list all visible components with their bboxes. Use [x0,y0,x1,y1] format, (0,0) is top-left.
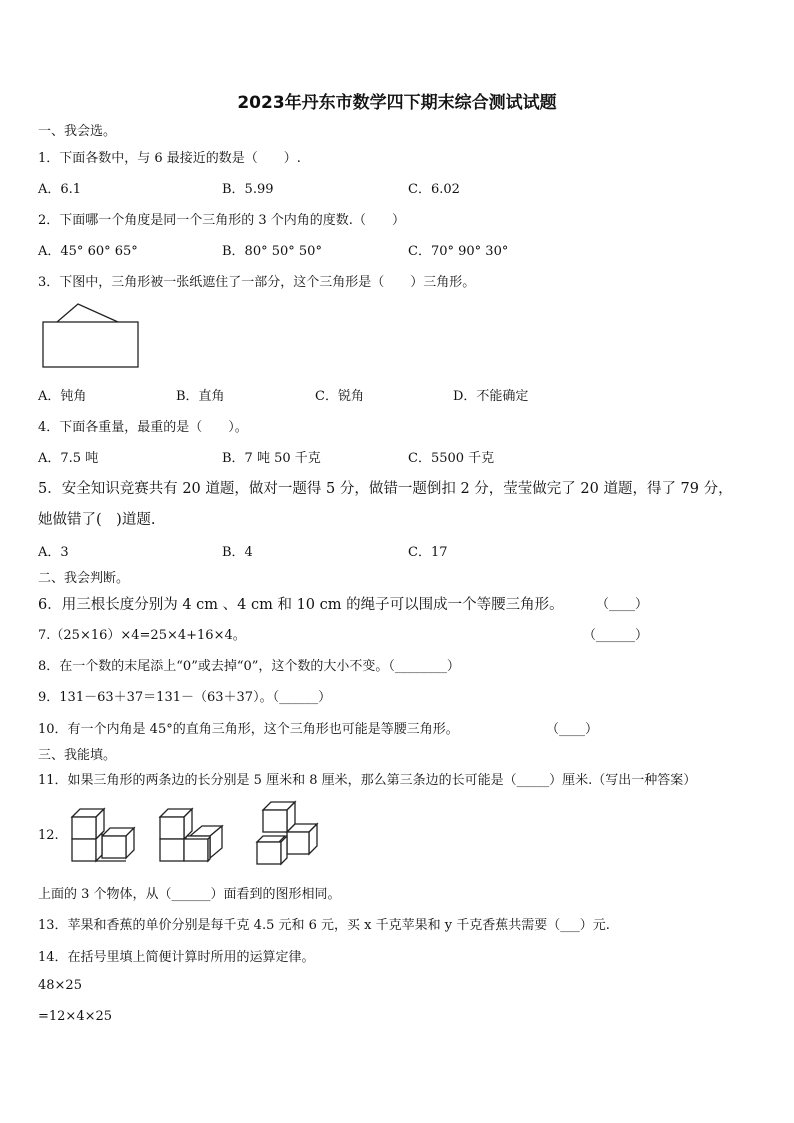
question-8: 8．在一个数的末尾添上“0”或去掉“0”，这个数的大小不变。（________） [38,659,460,674]
question-6: 6．用三根长度分别为 4 cm 、4 cm 和 10 cm 的绳子可以围成一个等腰三角形。 [38,597,564,613]
q5-option-b: B．4 [222,545,253,560]
q1-option-a: A．6.1 [38,182,82,197]
q4-option-a: A．7.5 吨 [38,451,99,466]
q5-option-c: C．17 [408,545,448,560]
question-5-line-1: 5．安全知识竞赛共有 20 道题，做对一题得 5 分，做错一题倒扣 2 分，莹莹做完了 20 道题，得了 79 分， [38,481,733,497]
q2-option-a: A．45° 60° 65° [38,244,138,259]
q14-expression-line-2: =12×4×25 [38,1009,113,1024]
question-7: 7.（25×16）×4=25×4+16×4。 [38,628,246,643]
q3-option-c: C．锐角 [315,389,364,404]
question-2: 2．下面哪一个角度是同一个三角形的 3 个内角的度数.（ ） [38,213,405,228]
section-3-heading: 三、我能填。 [38,748,117,763]
covered-triangle-figure [40,302,142,370]
question-1: 1．下面各数中，与 6 最接近的数是（ ）. [38,151,301,166]
question-13: 13．苹果和香蕉的单价分别是每千克 4.5 元和 6 元，买 x 千克苹果和 y 千克香蕉共需要（___）元. [38,918,610,933]
question-12-number: 12. [38,828,59,843]
q1-option-c: C．6.02 [408,182,460,197]
section-1-heading: 一、我会选。 [38,124,117,139]
question-12-text: 上面的 3 个物体，从（______）面看到的图形相同。 [38,887,341,902]
question-14: 14．在括号里填上简便计算时所用的运算定律。 [38,950,315,965]
section-2-heading: 二、我会判断。 [38,571,130,586]
q14-expression-line-1: 48×25 [38,978,82,993]
page-title: 2023年丹东市数学四下期末综合测试试题 [237,93,557,113]
question-5-line-2: 她做错了( )道题. [38,512,156,528]
q4-option-c: C．5500 千克 [408,451,495,466]
q3-option-b: B．直角 [176,389,225,404]
q3-option-d: D．不能确定 [453,389,529,404]
cube-figure-2 [158,808,228,868]
question-4: 4．下面各重量，最重的是（ ）。 [38,420,248,435]
question-9: 9．131－63＋37＝131－（63＋37）。（______） [38,690,332,705]
q7-answer-blank[interactable]: （______） [583,628,649,643]
cube-figure-3 [255,802,321,868]
q2-option-b: B．80° 50° 50° [222,244,322,259]
q6-answer-blank[interactable]: （____） [596,597,649,612]
q1-option-b: B．5.99 [222,182,274,197]
q2-option-c: C．70° 90° 30° [408,244,509,259]
q3-option-a: A．钝角 [38,389,87,404]
question-3: 3．下图中，三角形被一张纸遮住了一部分，这个三角形是（ ）三角形。 [38,275,476,290]
q4-option-b: B．7 吨 50 千克 [222,451,321,466]
q5-option-a: A．3 [38,545,69,560]
q10-answer-blank[interactable]: （____） [546,722,599,737]
question-11: 11．如果三角形的两条边的长分别是 5 厘米和 8 厘米，那么第三条边的长可能是（_____）厘米.（写出一种答案） [38,773,697,788]
question-10: 10．有一个内角是 45°的直角三角形，这个三角形也可能是等腰三角形。 [38,722,459,737]
cube-figure-1 [70,808,138,868]
